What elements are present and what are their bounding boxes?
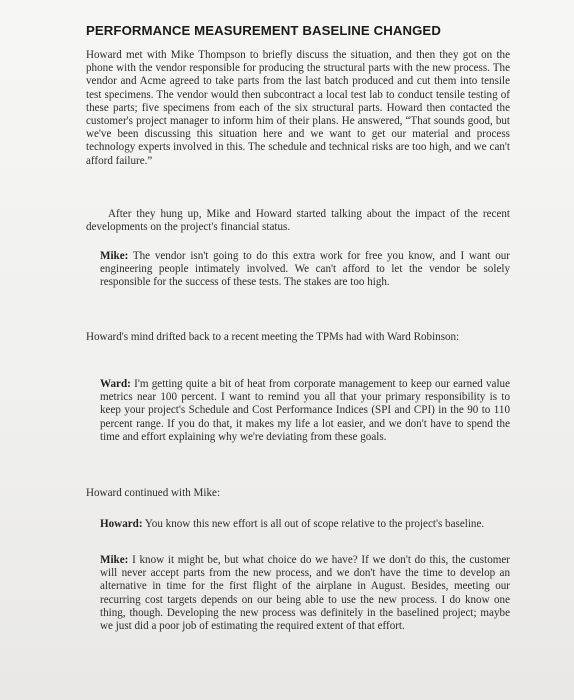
dialogue-text: You know this new effort is all out of scope relative to the project's baseline. (142, 518, 485, 530)
dialogue-ward (100, 378, 510, 444)
dialogue-mike-1 (100, 250, 510, 290)
dialogue-mike-2 (100, 554, 510, 633)
speaker-label: Ward: (100, 378, 131, 390)
speaker-label: Mike: (100, 554, 129, 566)
section-heading: PERFORMANCE MEASUREMENT BASELINE CHANGED (86, 23, 441, 38)
speaker-label: Mike: (100, 250, 129, 262)
speaker-label: Howard: (100, 518, 143, 530)
dialogue-text: The vendor isn't going to do this extra work for free you know, and I want our engineering people intimately involved. We can't afford to let the vendor be solely responsible for the success of these tests. The stakes are too high. (100, 250, 510, 289)
narrative-paragraph: Howard met with Mike Thompson to briefly discuss the situation, and then they got on the phone with the vendor responsible for producing the structural parts with the new process. The vendor and Acme agreed to take parts from the last batch produced and cut them into tensile test specimens. The vendor would then subcontract a local test lab to conduct tensile testing of these parts; five specimens from each of the six structural parts. Howard then contacted the customer's project manager to inform him of their plans. He answered, “That sounds good, but we've been discussing this situation here and we want to get our material and process technology experts involved in this. The schedule and technical risks are too high, and we can't afford failure.” (86, 49, 510, 167)
narrative-paragraph: Howard continued with Mike: (86, 487, 221, 499)
narrative-paragraph: After they hung up, Mike and Howard started talking about the impact of the recent developments on the project's financial status. (86, 208, 510, 234)
dialogue-howard (100, 518, 510, 531)
dialogue-text: I'm getting quite a bit of heat from corporate management to keep our earned value metrics near 100 percent. I want to remind you all that your primary responsibility is to keep your project's Schedule and Cost Performance Indices (SPI and CPI) in the 90 to 110 percent range. If you do that, it makes my life a lot easier, and we don't have to spend the time and effort explaining why we're deviating from these goals. (100, 378, 510, 443)
narrative-paragraph: Howard's mind drifted back to a recent meeting the TPMs had with Ward Robinson: (86, 331, 460, 343)
dialogue-text: I know it might be, but what choice do we have? If we don't do this, the customer will never accept parts from the new process, and we don't have the time to develop an alternative in time for the first flight of the airplane in August. Besides, meeting our recurring cost targets depends on our being able to use the new process. I do know one thing, though. Developing the new process was definitely in the baselined project; maybe we just did a poor job of estimating the required extent of that effort. (100, 554, 510, 633)
